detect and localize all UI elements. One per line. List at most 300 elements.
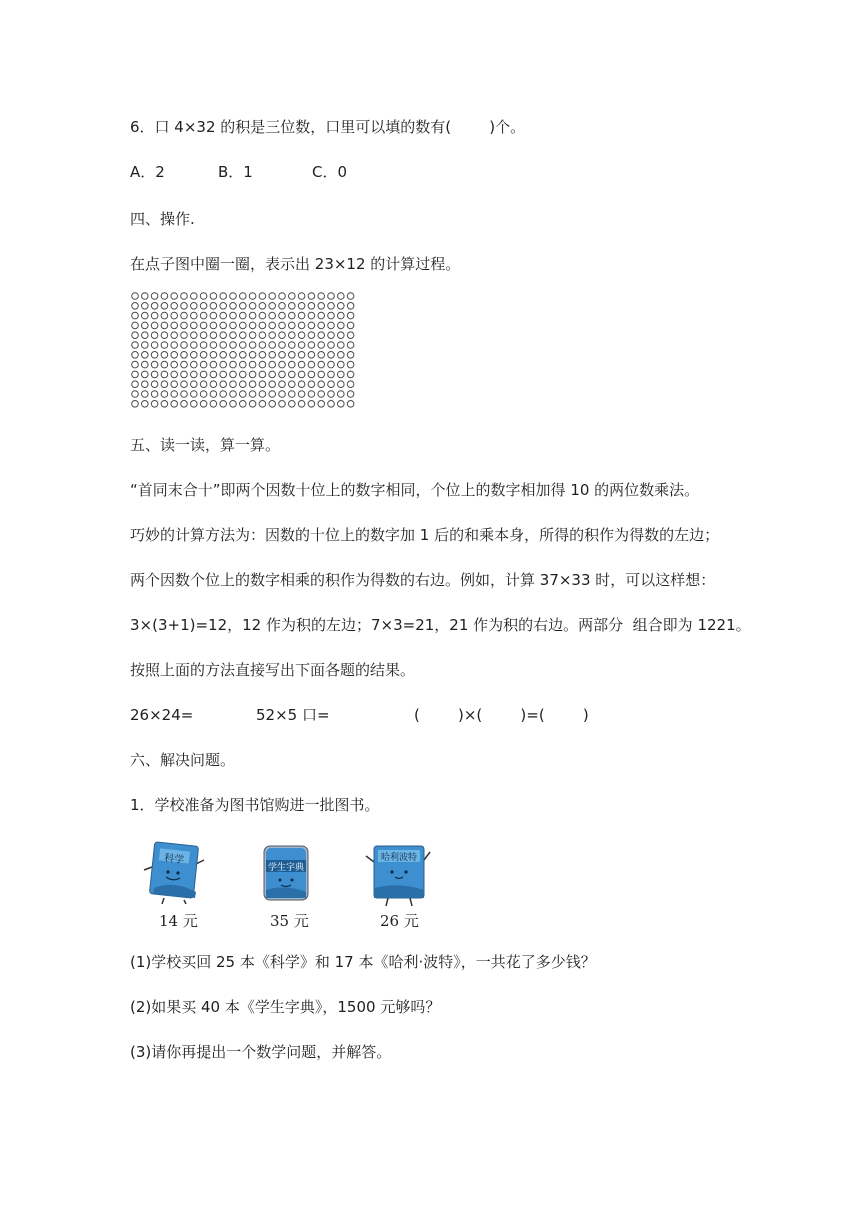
grid-dot[interactable] [269, 332, 276, 339]
grid-dot[interactable] [191, 303, 198, 310]
section6-heading: 六、解决问题。 [130, 751, 236, 769]
grid-dot[interactable] [171, 371, 178, 378]
grid-dot[interactable] [220, 342, 227, 349]
grid-dot[interactable] [347, 361, 354, 368]
grid-dot[interactable] [220, 293, 227, 300]
grid-dot[interactable] [289, 361, 296, 368]
formula-row [130, 705, 589, 725]
grid-dot[interactable] [279, 342, 286, 349]
grid-dot[interactable] [220, 391, 227, 398]
grid-dot[interactable] [171, 342, 178, 349]
grid-dot[interactable] [161, 342, 168, 349]
grid-dot[interactable] [259, 312, 266, 319]
grid-dot[interactable] [328, 293, 335, 300]
grid-dot[interactable] [200, 303, 207, 310]
grid-dot[interactable] [151, 293, 158, 300]
grid-dot[interactable] [191, 352, 198, 359]
book-harry-potter-price: 26 元 [380, 912, 419, 930]
grid-dot[interactable] [220, 332, 227, 339]
section4-heading: 四、操作. [130, 210, 195, 228]
grid-dot[interactable] [240, 312, 247, 319]
grid-dot[interactable] [220, 371, 227, 378]
grid-dot[interactable] [298, 342, 305, 349]
grid-dot[interactable] [200, 371, 207, 378]
grid-dot[interactable] [210, 293, 217, 300]
grid-dot[interactable] [269, 391, 276, 398]
grid-dot[interactable] [240, 322, 247, 329]
grid-dot[interactable] [220, 322, 227, 329]
formula-1: 26×24= [130, 706, 194, 724]
grid-dot[interactable] [132, 342, 139, 349]
grid-dot[interactable] [249, 322, 256, 329]
grid-dot[interactable] [181, 361, 188, 368]
grid-dot[interactable] [269, 361, 276, 368]
grid-dot[interactable] [191, 342, 198, 349]
grid-dot[interactable] [230, 303, 237, 310]
grid-dot[interactable] [318, 401, 325, 408]
grid-dot[interactable] [338, 352, 345, 359]
grid-dot[interactable] [338, 381, 345, 388]
grid-dot[interactable] [279, 371, 286, 378]
grid-dot[interactable] [279, 361, 286, 368]
grid-dot[interactable] [210, 391, 217, 398]
grid-dot[interactable] [347, 322, 354, 329]
grid-dot[interactable] [200, 322, 207, 329]
grid-dot[interactable] [289, 293, 296, 300]
grid-dot[interactable] [230, 381, 237, 388]
grid-dot[interactable] [249, 352, 256, 359]
grid-dot[interactable] [318, 332, 325, 339]
grid-dot[interactable] [279, 352, 286, 359]
grid-dot[interactable] [230, 352, 237, 359]
section5-line-2: 巧妙的计算方法为：因数的十位上的数字加 1 后的和乘本身，所得的积作为得数的左边； [130, 526, 720, 544]
grid-dot[interactable] [269, 293, 276, 300]
grid-dot[interactable] [181, 312, 188, 319]
grid-dot[interactable] [269, 303, 276, 310]
grid-dot[interactable] [249, 401, 256, 408]
grid-dot[interactable] [142, 391, 149, 398]
grid-dot[interactable] [347, 352, 354, 359]
grid-dot[interactable] [210, 371, 217, 378]
grid-dot[interactable] [289, 332, 296, 339]
grid-dot[interactable] [181, 322, 188, 329]
grid-dot[interactable] [161, 332, 168, 339]
book-science-image [140, 840, 208, 904]
grid-dot[interactable] [328, 381, 335, 388]
grid-dot[interactable] [269, 312, 276, 319]
grid-dot[interactable] [347, 342, 354, 349]
grid-dot[interactable] [230, 342, 237, 349]
book-harry-potter-title: 哈利波特 [380, 853, 418, 863]
grid-dot[interactable] [259, 303, 266, 310]
grid-dot[interactable] [230, 312, 237, 319]
grid-dot[interactable] [347, 401, 354, 408]
grid-dot[interactable] [240, 391, 247, 398]
grid-dot[interactable] [249, 293, 256, 300]
grid-dot[interactable] [240, 381, 247, 388]
option-c: C．0 [312, 163, 348, 181]
grid-dot[interactable] [318, 361, 325, 368]
grid-dot[interactable] [230, 293, 237, 300]
grid-dot[interactable] [308, 371, 315, 378]
grid-dot[interactable] [210, 342, 217, 349]
grid-dot[interactable] [142, 312, 149, 319]
grid-dot[interactable] [289, 401, 296, 408]
grid-dot[interactable] [181, 303, 188, 310]
grid-dot[interactable] [230, 332, 237, 339]
grid-dot[interactable] [132, 401, 139, 408]
dot-grid[interactable] [131, 292, 357, 410]
grid-dot[interactable] [181, 293, 188, 300]
grid-dot[interactable] [259, 371, 266, 378]
grid-dot[interactable] [259, 401, 266, 408]
grid-dot[interactable] [259, 342, 266, 349]
grid-dot[interactable] [308, 322, 315, 329]
grid-dot[interactable] [132, 381, 139, 388]
grid-dot[interactable] [318, 352, 325, 359]
grid-dot[interactable] [210, 332, 217, 339]
grid-dot[interactable] [308, 381, 315, 388]
grid-dot[interactable] [269, 342, 276, 349]
grid-dot[interactable] [318, 322, 325, 329]
grid-dot[interactable] [220, 381, 227, 388]
grid-dot[interactable] [230, 322, 237, 329]
grid-dot[interactable] [142, 332, 149, 339]
grid-dot[interactable] [200, 352, 207, 359]
grid-dot[interactable] [338, 391, 345, 398]
grid-dot[interactable] [328, 342, 335, 349]
grid-dot[interactable] [240, 332, 247, 339]
grid-dot[interactable] [279, 293, 286, 300]
problem1-text: 1．学校准备为图书馆购进一批图书。 [130, 796, 380, 814]
grid-dot[interactable] [151, 391, 158, 398]
grid-dot[interactable] [269, 381, 276, 388]
grid-dot[interactable] [308, 293, 315, 300]
grid-dot[interactable] [240, 303, 247, 310]
grid-dot[interactable] [161, 322, 168, 329]
grid-dot[interactable] [347, 312, 354, 319]
grid-dot[interactable] [142, 342, 149, 349]
grid-dot[interactable] [181, 391, 188, 398]
grid-dot[interactable] [289, 303, 296, 310]
grid-dot[interactable] [298, 312, 305, 319]
grid-dot[interactable] [318, 303, 325, 310]
grid-dot[interactable] [200, 332, 207, 339]
grid-dot[interactable] [249, 381, 256, 388]
grid-dot[interactable] [210, 401, 217, 408]
grid-dot[interactable] [249, 371, 256, 378]
grid-dot[interactable] [328, 361, 335, 368]
grid-dot[interactable] [240, 371, 247, 378]
grid-dot[interactable] [200, 312, 207, 319]
grid-dot[interactable] [161, 312, 168, 319]
grid-dot[interactable] [318, 312, 325, 319]
grid-dot[interactable] [171, 332, 178, 339]
grid-dot[interactable] [298, 293, 305, 300]
grid-dot[interactable] [161, 371, 168, 378]
grid-dot[interactable] [210, 303, 217, 310]
book-harry-potter-image [364, 840, 436, 908]
grid-dot[interactable] [279, 381, 286, 388]
grid-dot[interactable] [308, 391, 315, 398]
grid-dot[interactable] [171, 391, 178, 398]
grid-dot[interactable] [161, 381, 168, 388]
grid-dot[interactable] [132, 303, 139, 310]
grid-dot[interactable] [161, 352, 168, 359]
grid-dot[interactable] [249, 303, 256, 310]
grid-dot[interactable] [191, 312, 198, 319]
grid-dot[interactable] [249, 361, 256, 368]
grid-dot[interactable] [328, 332, 335, 339]
grid-dot[interactable] [171, 401, 178, 408]
grid-dot[interactable] [338, 332, 345, 339]
grid-dot[interactable] [308, 332, 315, 339]
grid-dot[interactable] [259, 381, 266, 388]
grid-dot[interactable] [298, 371, 305, 378]
grid-dot[interactable] [298, 352, 305, 359]
grid-dot[interactable] [347, 371, 354, 378]
grid-dot[interactable] [151, 303, 158, 310]
grid-dot[interactable] [338, 342, 345, 349]
grid-dot[interactable] [249, 391, 256, 398]
grid-dot[interactable] [230, 371, 237, 378]
grid-dot[interactable] [210, 381, 217, 388]
grid-dot[interactable] [171, 381, 178, 388]
grid-dot[interactable] [142, 381, 149, 388]
section5-line-1: “首同末合十”即两个因数十位上的数字相同，个位上的数字相加得 10 的两位数乘法。 [130, 481, 700, 499]
book-science-title: 科学 [163, 852, 185, 866]
grid-dot[interactable] [171, 303, 178, 310]
grid-dot[interactable] [328, 303, 335, 310]
grid-dot[interactable] [298, 391, 305, 398]
grid-dot[interactable] [279, 303, 286, 310]
grid-dot[interactable] [289, 322, 296, 329]
grid-dot[interactable] [191, 322, 198, 329]
option-a: A．2 [130, 163, 165, 181]
grid-dot[interactable] [298, 332, 305, 339]
grid-dot[interactable] [259, 332, 266, 339]
grid-dot[interactable] [298, 401, 305, 408]
grid-dot[interactable] [259, 391, 266, 398]
grid-dot[interactable] [308, 342, 315, 349]
grid-dot[interactable] [220, 303, 227, 310]
grid-dot[interactable] [132, 293, 139, 300]
grid-dot[interactable] [259, 322, 266, 329]
grid-dot[interactable] [132, 391, 139, 398]
grid-dot[interactable] [269, 371, 276, 378]
grid-dot[interactable] [200, 391, 207, 398]
grid-dot[interactable] [151, 361, 158, 368]
grid-dot[interactable] [308, 352, 315, 359]
grid-dot[interactable] [200, 361, 207, 368]
grid-dot[interactable] [142, 401, 149, 408]
grid-dot[interactable] [132, 352, 139, 359]
grid-dot[interactable] [318, 391, 325, 398]
grid-dot[interactable] [151, 381, 158, 388]
grid-dot[interactable] [289, 352, 296, 359]
grid-dot[interactable] [269, 401, 276, 408]
grid-dot[interactable] [259, 293, 266, 300]
grid-dot[interactable] [298, 303, 305, 310]
grid-dot[interactable] [151, 322, 158, 329]
grid-dot[interactable] [171, 312, 178, 319]
grid-dot[interactable] [191, 381, 198, 388]
grid-dot[interactable] [161, 401, 168, 408]
grid-dot[interactable] [132, 322, 139, 329]
grid-dot[interactable] [200, 342, 207, 349]
grid-dot[interactable] [210, 312, 217, 319]
section5-line-3: 两个因数个位上的数字相乘的积作为得数的右边。例如，计算 37×33 时，可以这样想： [130, 571, 716, 589]
grid-dot[interactable] [318, 381, 325, 388]
grid-dot[interactable] [171, 352, 178, 359]
grid-dot[interactable] [318, 342, 325, 349]
grid-dot[interactable] [200, 381, 207, 388]
grid-dot[interactable] [338, 371, 345, 378]
grid-dot[interactable] [259, 352, 266, 359]
grid-dot[interactable] [338, 322, 345, 329]
grid-dot[interactable] [347, 303, 354, 310]
grid-dot[interactable] [191, 361, 198, 368]
grid-dot[interactable] [151, 342, 158, 349]
grid-dot[interactable] [142, 303, 149, 310]
grid-dot[interactable] [328, 352, 335, 359]
grid-dot[interactable] [269, 352, 276, 359]
grid-dot[interactable] [220, 312, 227, 319]
grid-dot[interactable] [240, 342, 247, 349]
grid-dot[interactable] [328, 401, 335, 408]
grid-dot[interactable] [161, 361, 168, 368]
grid-dot[interactable] [308, 361, 315, 368]
grid-dot[interactable] [142, 322, 149, 329]
grid-dot[interactable] [240, 352, 247, 359]
grid-dot[interactable] [279, 401, 286, 408]
grid-dot[interactable] [181, 332, 188, 339]
grid-dot[interactable] [220, 401, 227, 408]
grid-dot[interactable] [200, 293, 207, 300]
grid-dot[interactable] [328, 371, 335, 378]
grid-dot[interactable] [298, 322, 305, 329]
grid-dot[interactable] [210, 322, 217, 329]
grid-dot[interactable] [289, 342, 296, 349]
grid-dot[interactable] [142, 371, 149, 378]
grid-dot[interactable] [191, 391, 198, 398]
grid-dot[interactable] [171, 322, 178, 329]
grid-dot[interactable] [132, 312, 139, 319]
grid-dot[interactable] [308, 303, 315, 310]
grid-dot[interactable] [240, 293, 247, 300]
grid-dot[interactable] [289, 371, 296, 378]
grid-dot[interactable] [269, 322, 276, 329]
sub-question-3: (3)请你再提出一个数学问题，并解答。 [130, 1043, 392, 1061]
sub-question-2: (2)如果买 40 本《学生字典》，1500 元够吗？ [130, 998, 441, 1016]
section4-instruction: 在点子图中圈一圈，表示出 23×12 的计算过程。 [130, 255, 461, 273]
grid-dot[interactable] [328, 391, 335, 398]
grid-dot[interactable] [249, 312, 256, 319]
grid-dot[interactable] [338, 312, 345, 319]
grid-dot[interactable] [132, 371, 139, 378]
book-dictionary-price: 35 元 [270, 912, 309, 930]
grid-dot[interactable] [240, 401, 247, 408]
grid-dot[interactable] [249, 332, 256, 339]
grid-dot[interactable] [279, 312, 286, 319]
grid-dot[interactable] [191, 332, 198, 339]
grid-dot[interactable] [161, 391, 168, 398]
grid-dot[interactable] [132, 361, 139, 368]
grid-dot[interactable] [308, 401, 315, 408]
grid-dot[interactable] [151, 312, 158, 319]
grid-dot[interactable] [161, 303, 168, 310]
grid-dot[interactable] [328, 322, 335, 329]
grid-dot[interactable] [338, 361, 345, 368]
grid-dot[interactable] [308, 312, 315, 319]
grid-dot[interactable] [298, 361, 305, 368]
grid-dot[interactable] [200, 401, 207, 408]
grid-dot[interactable] [347, 293, 354, 300]
grid-dot[interactable] [347, 391, 354, 398]
grid-dot[interactable] [210, 361, 217, 368]
grid-dot[interactable] [249, 342, 256, 349]
grid-dot[interactable] [289, 381, 296, 388]
grid-dot[interactable] [230, 361, 237, 368]
grid-dot[interactable] [151, 371, 158, 378]
grid-dot[interactable] [181, 352, 188, 359]
grid-dot[interactable] [132, 332, 139, 339]
grid-dot[interactable] [318, 371, 325, 378]
grid-dot[interactable] [230, 391, 237, 398]
grid-dot[interactable] [151, 352, 158, 359]
grid-dot[interactable] [161, 293, 168, 300]
grid-dot[interactable] [289, 391, 296, 398]
grid-dot[interactable] [181, 381, 188, 388]
grid-dot[interactable] [181, 342, 188, 349]
grid-dot[interactable] [347, 381, 354, 388]
grid-dot[interactable] [347, 332, 354, 339]
book-science-price: 14 元 [159, 912, 198, 930]
option-b: B．1 [218, 163, 253, 181]
grid-dot[interactable] [151, 401, 158, 408]
grid-dot[interactable] [181, 371, 188, 378]
grid-dot[interactable] [171, 361, 178, 368]
grid-dot[interactable] [259, 361, 266, 368]
grid-dot[interactable] [142, 361, 149, 368]
grid-dot[interactable] [298, 381, 305, 388]
grid-dot[interactable] [191, 293, 198, 300]
grid-dot[interactable] [142, 293, 149, 300]
grid-dot[interactable] [279, 322, 286, 329]
grid-dot[interactable] [230, 401, 237, 408]
grid-dot[interactable] [318, 293, 325, 300]
grid-dot[interactable] [338, 303, 345, 310]
section5-line-4: 3×(3+1)=12，12 作为积的左边；7×3=21，21 作为积的右边。两部分 组合即为 1221。 [130, 616, 751, 634]
grid-dot[interactable] [338, 293, 345, 300]
grid-dot[interactable] [279, 391, 286, 398]
grid-dot[interactable] [220, 361, 227, 368]
grid-dot[interactable] [240, 361, 247, 368]
grid-dot[interactable] [142, 352, 149, 359]
grid-dot[interactable] [171, 293, 178, 300]
grid-dot[interactable] [289, 312, 296, 319]
q6-stem: 6．口 4×32 的积是三位数，口里可以填的数有( )个。 [130, 118, 526, 136]
grid-dot[interactable] [338, 401, 345, 408]
grid-dot[interactable] [191, 401, 198, 408]
grid-dot[interactable] [220, 352, 227, 359]
grid-dot[interactable] [191, 371, 198, 378]
grid-dot[interactable] [279, 332, 286, 339]
grid-dot[interactable] [151, 332, 158, 339]
grid-dot[interactable] [210, 352, 217, 359]
grid-dot[interactable] [328, 312, 335, 319]
grid-dot[interactable] [181, 401, 188, 408]
